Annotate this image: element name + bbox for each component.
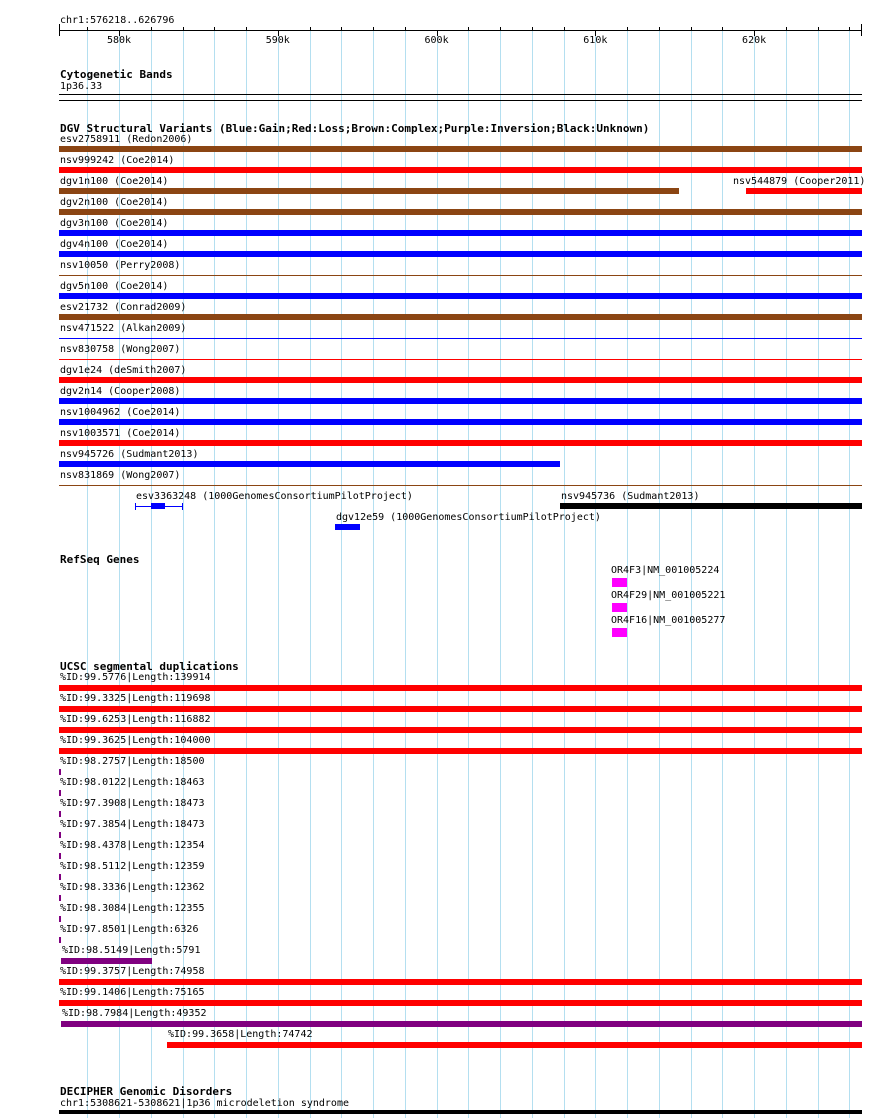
ruler-tick-label: 610k (583, 35, 608, 46)
refseq-gene-bar[interactable] (612, 628, 627, 637)
dgv-variant-label[interactable]: dgv5n100 (Coe2014) (60, 281, 169, 292)
dgv-variant-bar[interactable] (746, 188, 862, 194)
segdup-item-label[interactable]: %ID:99.6253|Length:116882 (60, 714, 211, 725)
segdup-item-bar[interactable] (59, 979, 862, 985)
dgv-variant-block[interactable] (135, 503, 136, 510)
ruler-minor-tick (151, 27, 152, 30)
segdup-item-label[interactable]: %ID:99.3325|Length:119698 (60, 693, 211, 704)
ruler-tick-label: 590k (265, 35, 290, 46)
ruler-position-label: chr1:576218..626796 (60, 15, 175, 26)
ruler-minor-tick (818, 27, 819, 30)
dgv-variant-label[interactable]: nsv999242 (Coe2014) (60, 155, 175, 166)
dgv-variant-bar[interactable] (59, 188, 679, 194)
ruler-minor-tick (722, 27, 723, 30)
dgv-variant-label[interactable]: nsv830758 (Wong2007) (60, 344, 181, 355)
dgv-variant-bar[interactable] (59, 398, 862, 404)
dgv-variant-bar[interactable] (560, 503, 862, 509)
segdup-item-bar[interactable] (59, 895, 61, 901)
dgv-variant-label[interactable]: nsv544879 (Cooper2011) (733, 176, 866, 187)
dgv-variant-label[interactable]: nsv1004962 (Coe2014) (60, 407, 181, 418)
segdup-item-label[interactable]: %ID:98.3084|Length:12355 (60, 903, 205, 914)
ruler-end-tick (861, 24, 862, 36)
dgv-variant-label[interactable]: dgv2n100 (Coe2014) (60, 197, 169, 208)
dgv-variant-bar[interactable] (59, 293, 862, 299)
refseq-track-title[interactable]: RefSeq Genes (60, 553, 140, 566)
segdup-item-label[interactable]: %ID:98.7984|Length:49352 (62, 1008, 207, 1019)
segdup-item-bar[interactable] (167, 1042, 862, 1048)
ruler-minor-tick (373, 27, 374, 30)
segdup-item-label[interactable]: %ID:99.3658|Length:74742 (168, 1029, 313, 1040)
dgv-variant-bar[interactable] (59, 338, 862, 339)
segdup-item-label[interactable]: %ID:98.2757|Length:18500 (60, 756, 205, 767)
ruler-minor-tick (564, 27, 565, 30)
segdup-item-bar[interactable] (59, 706, 862, 712)
dgv-variant-bar[interactable] (59, 146, 862, 152)
segdup-item-bar[interactable] (59, 916, 61, 922)
segdup-item-bar[interactable] (59, 937, 61, 943)
dgv-variant-bar[interactable] (59, 251, 862, 257)
segdup-item-label[interactable]: %ID:97.8501|Length:6326 (60, 924, 199, 935)
segdup-item-bar[interactable] (59, 685, 862, 691)
dgv-variant-bar[interactable] (59, 440, 862, 446)
dgv-variant-bar[interactable] (59, 377, 862, 383)
ruler-minor-tick (341, 27, 342, 30)
dgv-variant-label[interactable]: nsv945726 (Sudmant2013) (60, 449, 199, 460)
dgv-variant-label[interactable]: esv3363248 (1000GenomesConsortiumPilotProject) (136, 491, 413, 502)
dgv-variant-bar[interactable] (335, 524, 360, 530)
refseq-gene-bar[interactable] (612, 578, 627, 587)
ruler-minor-tick (627, 27, 628, 30)
segdup-item-bar[interactable] (59, 874, 61, 880)
refseq-gene-bar[interactable] (612, 603, 627, 612)
cytoband-label: 1p36.33 (60, 81, 103, 92)
dgv-variant-bar[interactable] (59, 209, 862, 215)
dgv-variant-label[interactable]: dgv4n100 (Coe2014) (60, 239, 169, 250)
dgv-variant-label[interactable]: nsv945736 (Sudmant2013) (561, 491, 700, 502)
ruler-minor-tick (691, 27, 692, 30)
ruler-tick-label: 600k (424, 35, 449, 46)
segdup-item-bar[interactable] (61, 1021, 862, 1027)
dgv-variant-bar[interactable] (59, 275, 862, 276)
dgv-variant-label[interactable]: nsv831869 (Wong2007) (60, 470, 181, 481)
dgv-variant-label[interactable]: dgv1n100 (Coe2014) (60, 176, 169, 187)
segdup-item-label[interactable]: %ID:98.4378|Length:12354 (60, 840, 205, 851)
ruler-minor-tick (246, 27, 247, 30)
ruler-minor-tick (214, 27, 215, 30)
dgv-variant-block[interactable] (151, 503, 165, 509)
segdup-item-bar[interactable] (59, 832, 61, 838)
segdup-item-label[interactable]: %ID:99.3757|Length:74958 (60, 966, 205, 977)
ruler-minor-tick (183, 27, 184, 30)
refseq-gene-label[interactable]: OR4F3|NM_001005224 (611, 565, 720, 576)
ruler-minor-tick (659, 27, 660, 30)
dgv-variant-bar[interactable] (59, 461, 560, 467)
segdup-item-bar[interactable] (59, 748, 862, 754)
segdup-item-bar[interactable] (61, 958, 153, 964)
dgv-variant-label[interactable]: dgv12e59 (1000GenomesConsortiumPilotProject) (336, 512, 601, 523)
dgv-variant-bar[interactable] (59, 485, 862, 486)
decipher-bar[interactable] (59, 1110, 862, 1114)
dgv-variant-label[interactable]: nsv1003571 (Coe2014) (60, 428, 181, 439)
ruler-tick-label: 620k (742, 35, 767, 46)
decipher-item-label[interactable]: chr1:5308621-5308621|1p36 microdeletion syndrome (60, 1098, 349, 1109)
ruler-minor-tick (468, 27, 469, 30)
segdup-item-label[interactable]: %ID:98.3336|Length:12362 (60, 882, 205, 893)
dgv-variant-label[interactable]: dgv1e24 (deSmith2007) (60, 365, 187, 376)
ruler-axis-line (59, 30, 862, 31)
dgv-variant-label[interactable]: dgv3n100 (Coe2014) (60, 218, 169, 229)
segdup-item-bar[interactable] (59, 790, 61, 796)
dgv-variant-label[interactable]: esv21732 (Conrad2009) (60, 302, 187, 313)
dgv-track-title[interactable]: DGV Structural Variants (Blue:Gain;Red:Loss;Brown:Complex;Purple:Inversion;Black:Unknown) (60, 122, 650, 135)
ruler-minor-tick (849, 27, 850, 30)
segdup-item-label[interactable]: %ID:97.3908|Length:18473 (60, 798, 205, 809)
ruler-minor-tick (310, 27, 311, 30)
decipher-track-title[interactable]: DECIPHER Genomic Disorders (60, 1085, 233, 1098)
segdup-item-label[interactable]: %ID:98.5112|Length:12359 (60, 861, 205, 872)
dgv-variant-bar[interactable] (59, 230, 862, 236)
segdup-item-bar[interactable] (59, 769, 61, 775)
ruler-minor-tick (87, 27, 88, 30)
cytoband-track-title[interactable]: Cytogenetic Bands (60, 68, 173, 81)
dgv-variant-label[interactable]: nsv10050 (Perry2008) (60, 260, 181, 271)
cytoband-line-bottom (59, 100, 862, 101)
ruler-minor-tick (786, 27, 787, 30)
refseq-gene-label[interactable]: OR4F29|NM_001005221 (611, 590, 726, 601)
segdup-item-label[interactable]: %ID:97.3854|Length:18473 (60, 819, 205, 830)
segdup-item-bar[interactable] (59, 853, 61, 859)
segdup-track-title[interactable]: UCSC segmental duplications (60, 660, 239, 673)
cytoband-line-top (59, 94, 862, 95)
dgv-variant-bar[interactable] (59, 419, 862, 425)
refseq-gene-label[interactable]: OR4F16|NM_001005277 (611, 615, 726, 626)
segdup-item-label[interactable]: %ID:98.5149|Length:5791 (62, 945, 201, 956)
dgv-variant-label[interactable]: nsv471522 (Alkan2009) (60, 323, 187, 334)
ruler-tick-label: 580k (106, 35, 132, 46)
dgv-variant-label[interactable]: esv2758911 (Redon2006) (60, 134, 193, 145)
segdup-item-label[interactable]: %ID:99.1406|Length:75165 (60, 987, 205, 998)
ruler-minor-tick (500, 27, 501, 30)
dgv-variant-bar[interactable] (59, 314, 862, 320)
dgv-variant-block[interactable] (182, 503, 183, 510)
segdup-item-bar[interactable] (59, 1000, 862, 1006)
ruler-minor-tick (405, 27, 406, 30)
dgv-variant-bar[interactable] (59, 359, 862, 360)
ruler-minor-tick (532, 27, 533, 30)
ruler-end-tick (59, 24, 60, 36)
segdup-item-bar[interactable] (59, 811, 61, 817)
segdup-item-label[interactable]: %ID:99.3625|Length:104000 (60, 735, 211, 746)
segdup-item-label[interactable]: %ID:99.5776|Length:139914 (60, 672, 211, 683)
dgv-variant-bar[interactable] (59, 167, 862, 173)
segdup-item-bar[interactable] (59, 727, 862, 733)
segdup-item-label[interactable]: %ID:98.0122|Length:18463 (60, 777, 205, 788)
dgv-variant-label[interactable]: dgv2n14 (Cooper2008) (60, 386, 181, 397)
